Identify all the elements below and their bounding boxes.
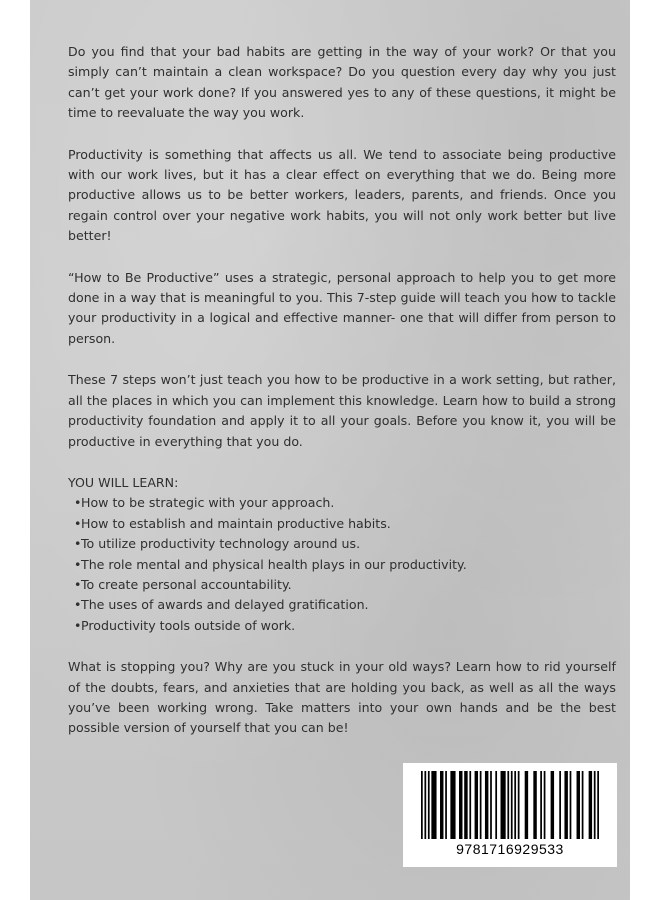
list-item-text: To utilize productivity technology around us.: [81, 536, 361, 552]
barcode-bar: [544, 771, 546, 839]
list-item: [68, 555, 616, 575]
barcode-bar: [485, 771, 488, 839]
back-cover: [30, 0, 630, 900]
list-item: [68, 595, 616, 615]
barcode-bar: [459, 771, 462, 839]
list-item: [68, 534, 616, 554]
barcode-bar: [495, 771, 497, 839]
learn-heading: YOU WILL LEARN:: [68, 474, 179, 490]
barcode-bar: [421, 771, 423, 839]
barcode-bar: [594, 771, 596, 839]
paragraph-approach: “How to Be Productive” uses a strategic, personal approach to help you to get more done in a way that is meaningful to you. This 7-step guide will teach you how to tackle your productivity in a logical and effective manner- one that will differ from person to person.: [68, 269, 616, 346]
barcode-bar: [469, 771, 471, 839]
barcode-bar: [511, 771, 513, 839]
bullet-icon: •: [74, 597, 82, 613]
barcode-bars-icon: [421, 771, 599, 839]
barcode-bar: [501, 771, 506, 839]
barcode-bar: [559, 771, 561, 839]
list-item-text: The role mental and physical health plays in our productivity.: [81, 556, 467, 572]
barcode-bar: [428, 771, 430, 839]
barcode-bar: [540, 771, 542, 839]
bullet-icon: •: [74, 576, 82, 592]
bullet-icon: •: [74, 495, 82, 511]
barcode-bar: [475, 771, 478, 839]
barcode-bar: [597, 771, 599, 839]
barcode-bar: [490, 771, 492, 839]
barcode-bar: [577, 771, 580, 839]
barcode-bar: [440, 771, 443, 839]
barcode-bar: [525, 771, 528, 839]
bullet-icon: •: [74, 556, 82, 572]
barcode-bar: [564, 771, 567, 839]
paragraph-productivity: Productivity is something that affects us all. We tend to associate being productive with our work lives, but it has a clear effect on everything that we do. Being more productive allows us to be better workers, leaders, parents, and friends. Once you regain control over your negative work habits, you will not only work better but live better!: [68, 146, 616, 244]
list-item: [68, 616, 616, 636]
list-item: [68, 514, 616, 534]
barcode-bar: [570, 771, 572, 839]
list-item: [68, 493, 616, 513]
bullet-icon: •: [74, 515, 82, 531]
barcode-bar: [464, 771, 467, 839]
list-item-text: To create personal accountability.: [81, 576, 292, 592]
learn-list: [68, 493, 616, 636]
barcode-bar: [450, 771, 455, 839]
barcode-bar: [514, 771, 516, 839]
list-item-text: The uses of awards and delayed gratification.: [81, 597, 369, 613]
barcode-bar: [582, 771, 584, 839]
barcode-bar: [424, 771, 426, 839]
paragraph-closing: What is stopping you? Why are you stuck in your old ways? Learn how to rid yourself of the doubts, fears, and anxieties that are holding you back, as well as all the ways you’ve been working wrong. Take matters into your own hands and be the best possible version of yourself that you can be!: [68, 659, 616, 736]
barcode-bar: [445, 771, 447, 839]
isbn-number: 9781716929533: [456, 841, 564, 857]
bullet-icon: •: [74, 536, 82, 552]
barcode: [403, 763, 617, 867]
barcode-bar: [551, 771, 554, 839]
barcode-bar: [507, 771, 509, 839]
list-item-text: Productivity tools outside of work.: [81, 617, 296, 633]
paragraph-intro: Do you find that your bad habits are getting in the way of your work? Or that you simply can’t maintain a clean workspace? Do you question every day why you just can’t get your work done? If you answered yes to any of these questions, it might be time to reevaluate the way you work.: [68, 44, 616, 121]
barcode-bar: [518, 771, 520, 839]
list-item: [68, 575, 616, 595]
description-text: [68, 42, 616, 739]
paragraph-steps: These 7 steps won’t just teach you how to be productive in a work setting, but rather, all the places in which you can implement this knowledge. Learn how to build a strong productivity foundation and apply it to all your goals. Before you know it, you will be productive in everything that you do.: [68, 372, 616, 449]
barcode-bar: [589, 771, 592, 839]
barcode-bar: [480, 771, 482, 839]
bullet-icon: •: [74, 617, 82, 633]
list-item-text: How to be strategic with your approach.: [81, 495, 335, 511]
barcode-bar: [533, 771, 536, 839]
barcode-bar: [431, 771, 436, 839]
list-item-text: How to establish and maintain productive habits.: [81, 515, 391, 531]
